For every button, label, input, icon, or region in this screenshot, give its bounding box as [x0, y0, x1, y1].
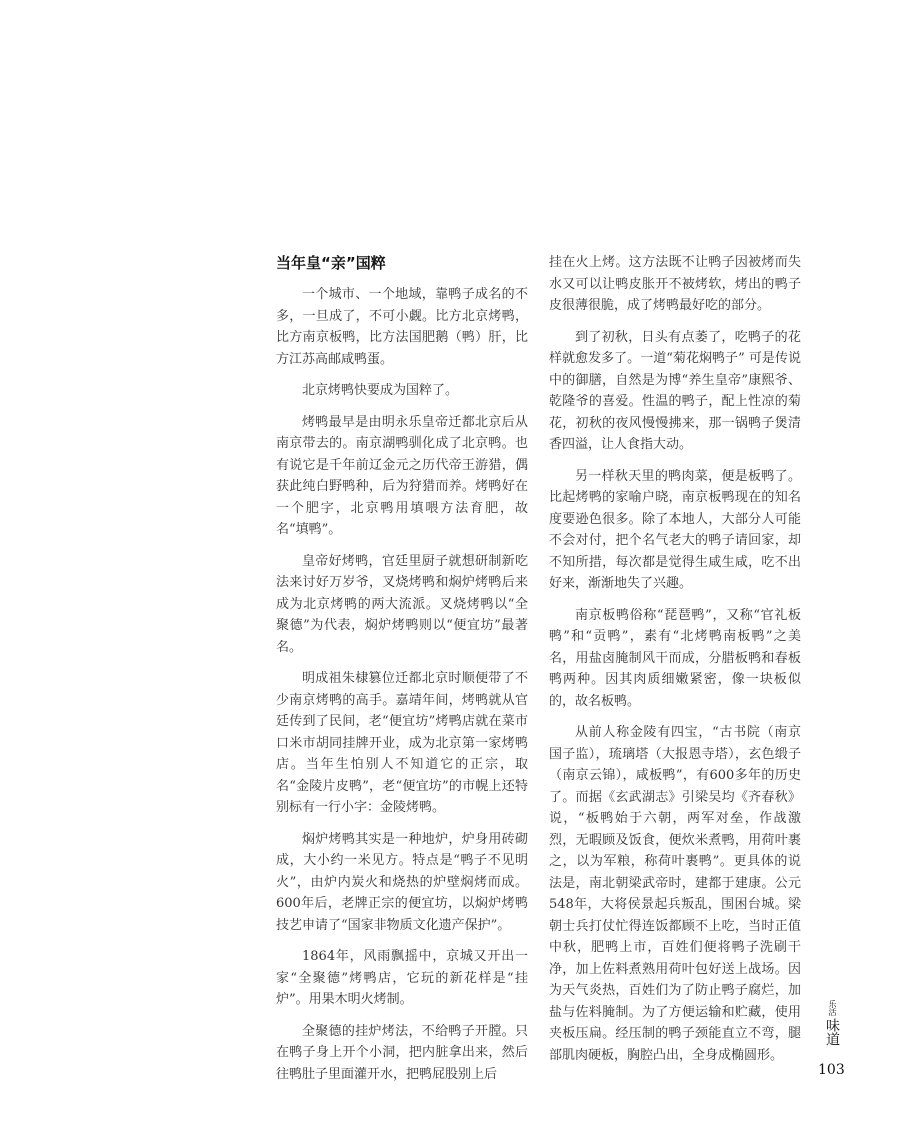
paragraph: 焖炉烤鸭其实是一种地炉，炉身用砖砌成，大小约一米见方。特点是“鸭子不见明火”，由炉内炭火和烧热的炉壁焖烤而成。600年后，老牌正宗的便宜坊，以焖炉烤鸭技艺申请了“国家非物质文化遗产保护”。: [276, 831, 528, 933]
paragraph: 烤鸭最早是由明永乐皇帝迁都北京后从南京带去的。南京湖鸭驯化成了北京鸭。也有说它是千年前辽金元之历代帝王游猎，偶获此纯白野鸭种，后为狩猎而养。烤鸭好在一个肥字，北京鸭用填喂方法育肥，故名“填鸭”。: [276, 414, 528, 537]
paragraph: 皇帝好烤鸭，官廷里厨子就想研制新吃法来讨好万岁爷，叉烧烤鸭和焖炉烤鸭后来成为北京烤鸭的两大流派。叉烧烤鸭以“全聚德”为代表，焖炉烤鸭则以“便宜坊”最著名。: [276, 553, 528, 655]
left-column: [276, 252, 528, 1095]
section-label-big: 味道: [824, 1018, 840, 1046]
paragraph: 南京板鸭俗称“琵琶鸭”，又称“官礼板鸭”和“贡鸭”，素有“北烤鸭南板鸭”之美名，用盐卤腌制风干而成，分腊板鸭和春板鸭两种。因其肉质细嫩紧密，像一块板似的，故名板鸭。: [549, 607, 801, 709]
paragraph: 1864年，风雨飘摇中，京城又开出一家“全聚德”烤鸭店，它玩的新花样是“挂炉”。用果木明火烤制。: [276, 949, 528, 1007]
paragraph: 到了初秋，日头有点萎了，吃鸭子的花样就愈发多了。一道“菊花焖鸭子” 可是传说中的御膳，自然是为博“养生皇帝”康熙爷、乾隆爷的喜爱。性温的鸭子，配上性凉的菊花，初秋的夜风慢慢拂来，那一锅鸭子煲清香四溢，让人食指大动。: [549, 329, 801, 452]
paragraph: 一个城市、一个地域，靠鸭子成名的不多，一旦成了，不可小觑。比方北京烤鸭，比方南京板鸭，比方法国肥鹅（鸭）肝，比方江苏高邮咸鸭蛋。: [276, 287, 528, 367]
article-section-heading: 当年皇“亲”国粹: [276, 254, 386, 272]
paragraph: 北京烤鸭快要成为国粹了。: [302, 383, 459, 398]
paragraph-continued: 挂在火上烤。这方法既不让鸭子因被烤而失水又可以让鸭皮胀开不被烤软，烤出的鸭子皮很薄很脆，成了烤鸭最好吃的部分。: [549, 255, 801, 313]
paragraph: 全聚德的挂炉烤法，不给鸭子开膛。只在鸭子身上开个小洞，把内脏拿出来，然后往鸭肚子里面灌开水，把鸭屁股别上后: [276, 1023, 528, 1082]
paragraph: 从前人称金陵有四宝，“古书院（南京国子监），琉璃塔（大报恩寺塔），玄色缎子（南京云锦），咸板鸭”，有600多年的历史了。而据《玄武湖志》引梁吴均《齐春秋》说，“板鸭始于六朝，两军对垒，作战激烈，无暇顾及饭食，便炊米煮鸭，用荷叶裹之，以为军粮，称荷叶裹鸭”。更具体的说法是，南北朝梁武帝时，建都于建康。公元548年，大将侯景起兵叛乱，围困台城。梁朝士兵打仗忙得连饭都顾不上吃，当时正值中秋，肥鸭上市，百姓们便将鸭子洗刷干净，加上佐料煮熟用荷叶包好送上战场。因为天气炎热，百姓们为了防止鸭子腐烂，加盐与佐料腌制。为了方便运输和贮藏，使用夹板压扁。经压制的鸭子颈能直立不弯，腿部肌肉硬板，胸腔凸出，全身成椭圆形。: [549, 725, 801, 1063]
section-label: [822, 1000, 842, 1046]
paragraph: 另一样秋天里的鸭肉菜，便是板鸭了。比起烤鸭的家喻户晓，南京板鸭现在的知名度要逊色很多。除了本地人，大部分人可能不会对付，把个名气老大的鸭子请回家，却不知所措，每次都是觉得生咸生咸，吃不出好来，渐渐地失了兴趣。: [549, 468, 801, 591]
page-number: 103: [818, 1062, 845, 1078]
right-column: [549, 252, 801, 1076]
paragraph: 明成祖朱棣篡位迁都北京时顺便带了不少南京烤鸭的高手。嘉靖年间，烤鸭就从官廷传到了民间，老“便宜坊”烤鸭店就在菜市口米市胡同挂牌开业，成为北京第一家烤鸭店。当年生怕别人不知道它的正宗，取名“金陵片皮鸭”，老“便宜坊”的市幌上还特别标有一行小字：金陵烤鸭。: [276, 671, 528, 815]
section-label-small: 乐活: [828, 1000, 837, 1016]
